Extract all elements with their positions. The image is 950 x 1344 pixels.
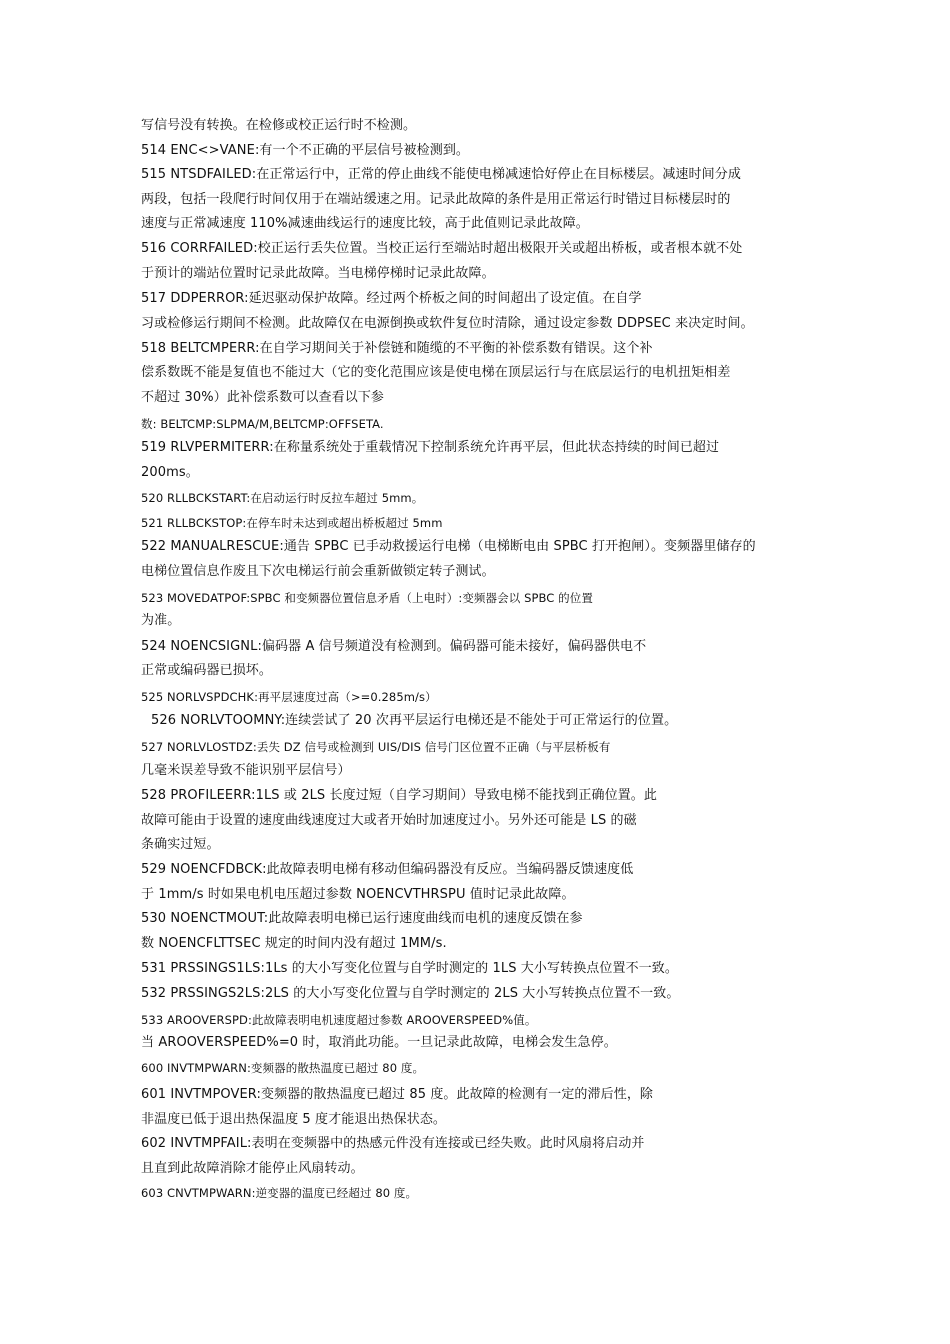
text-line: 528 PROFILEERR:1LS 或 2LS 长度过短（自学习期间）导致电梯不能找到正确位置。此 (141, 788, 658, 803)
text-line: 529 NOENCFDBCK:此故障表明电梯有移动但编码器没有反应。当编码器反馈速度低 (141, 862, 634, 877)
text-line: 520 RLLBCKSTART:在启动运行时反拉车超过 5mm。 (141, 491, 424, 505)
text-line: 600 INVTMPWARN:变频器的散热温度已超过 80 度。 (141, 1061, 425, 1075)
text-line: 525 NORLVSPDCHK:再平层速度过高（>=0.285m/s） (141, 690, 437, 704)
text-line: 517 DDPERROR:延迟驱动保护故障。经过两个桥板之间的时间超出了设定值。在自学 (141, 291, 642, 306)
text-line: 为准。 (141, 613, 181, 628)
text-line: 偿系数既不能是复值也不能过大（它的变化范围应该是使电梯在顶层运行与在底层运行的电机扭矩相差 (141, 365, 731, 380)
text-line: 603 CNVTMPWARN:逆变器的温度已经超过 80 度。 (141, 1186, 418, 1200)
text-line: 522 MANUALRESCUE:通告 SPBC 已手动救援运行电梯（电梯断电由 SPBC 打开抱闸）。变频器里储存的 (141, 539, 756, 554)
text-line: 不超过 30%）此补偿系数可以查看以下参 (141, 390, 385, 405)
text-line: 527 NORLVLOSTDZ:丢失 DZ 信号或检测到 UIS/DIS 信号门区位置不正确（与平层桥板有 (141, 740, 611, 754)
text-line: 532 PRSSINGS2LS:2LS 的大小写变化位置与自学时测定的 2LS 大小写转换点位置不一致。 (141, 986, 680, 1001)
text-line: 530 NOENCTMOUT:此故障表明电梯已运行速度曲线而电机的速度反馈在参 (141, 911, 583, 926)
text-line: 两段，包括一段爬行时间仅用于在端站缓速之用。记录此故障的条件是用正常运行时错过目标楼层时的 (141, 192, 731, 207)
text-line: 于 1mm/s 时如果电机电压超过参数 NOENCVTHRSPU 值时记录此故障。 (141, 887, 575, 902)
text-line: 533 AROOVERSPD:此故障表明电机速度超过参数 AROOVERSPEED%值。 (141, 1013, 537, 1027)
text-line: 习或检修运行期间不检测。此故障仅在电源倒换或软件复位时清除，通过设定参数 DDPSEC 来决定时间。 (141, 316, 754, 331)
text-line: 数 NOENCFLTTSEC 规定的时间内没有超过 1MM/s. (141, 936, 447, 951)
text-line: 601 INVTMPOVER:变频器的散热温度已超过 85 度。此故障的检测有一定的滞后性，除 (141, 1087, 654, 1102)
text-line: 531 PRSSINGS1LS:1Ls 的大小写变化位置与自学时测定的 1LS 大小写转换点位置不一致。 (141, 961, 679, 976)
text-line: 写信号没有转换。在检修或校正运行时不检测。 (141, 118, 417, 133)
text-line: 当 AROOVERSPEED%=0 时，取消此功能。一旦记录此故障，电梯会发生急停。 (141, 1035, 617, 1050)
text-line: 516 CORRFAILED:校正运行丢失位置。当校正运行至端站时超出极限开关或超出桥板，或者根本就不处 (141, 241, 743, 256)
text-line: 故障可能由于设置的速度曲线速度过大或者开始时加速度过小。另外还可能是 LS 的磁 (141, 813, 637, 828)
text-line: 数: BELTCMP:SLPMA/M,BELTCMP:OFFSETA. (141, 417, 384, 431)
text-line: 602 INVTMPFAIL:表明在变频器中的热感元件没有连接或已经失败。此时风扇将启动并 (141, 1136, 645, 1151)
text-line: 条确实过短。 (141, 837, 220, 852)
text-line: 515 NTSDFAILED:在正常运行中，正常的停止曲线不能使电梯减速恰好停止在目标楼层。减速时间分成 (141, 167, 741, 182)
text-line: 200ms。 (141, 465, 199, 480)
text-line: 于预计的端站位置时记录此故障。当电梯停梯时记录此故障。 (141, 266, 495, 281)
text-line: 几毫米误差导致不能识别平层信号） (141, 763, 351, 778)
text-line: 且直到此故障消除才能停止风扇转动。 (141, 1161, 364, 1176)
text-line: 526 NORLVTOOMNY:连续尝试了 20 次再平层运行电梯还是不能处于可正常运行的位置。 (151, 713, 678, 728)
text-line: 518 BELTCMPERR:在自学习期间关于补偿链和随缆的不平衡的补偿系数有错误。这个补 (141, 341, 653, 356)
text-line: 正常或编码器已损坏。 (141, 663, 273, 678)
text-line: 521 RLLBCKSTOP:在停车时未达到或超出桥板超过 5mm (141, 516, 443, 530)
text-line: 524 NOENCSIGNL:偏码器 A 信号频道没有检测到。偏码器可能未接好，偏码器供电不 (141, 639, 647, 654)
text-line: 519 RLVPERMITERR:在称量系统处于重载情况下控制系统允许再平层，但此状态持续的时间已超过 (141, 440, 720, 455)
text-line: 514 ENC<>VANE:有一个不正确的平层信号被检测到。 (141, 143, 470, 158)
text-line: 非温度已低于退出热保温度 5 度才能退出热保状态。 (141, 1112, 447, 1127)
text-line: 电梯位置信息作废且下次电梯运行前会重新做锁定转子测试。 (141, 564, 495, 579)
text-line: 523 MOVEDATPOF:SPBC 和变频器位置信息矛盾（上电时）:变频器会以 SPBC 的位置 (141, 591, 593, 605)
text-line: 速度与正常减速度 110%减速曲线运行的速度比较，高于此值则记录此故障。 (141, 216, 589, 231)
